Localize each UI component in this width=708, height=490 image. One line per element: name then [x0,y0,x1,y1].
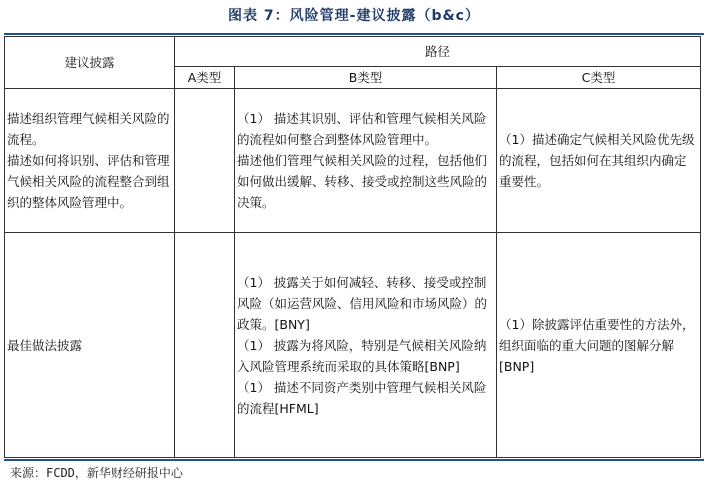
cell-paragraph: 描述组织管理气候相关风险的流程。 [7,111,170,147]
top-rule [4,33,704,35]
header-recommended-disclosure: 建议披露 [5,37,175,89]
cell-paragraph: 最佳做法披露 [7,337,83,353]
cell-paragraph: （1） 描述不同资产类别中管理气候相关风险的流程[HFML] [237,379,487,416]
cell-paragraph: （1） 描述其识别、评估和管理气候相关风险的流程如何整合到整体风险管理中。 [237,111,487,147]
row2-type-a-cell [175,233,235,458]
disclosure-table [4,36,701,458]
header-path: 路径 [175,37,701,67]
cell-paragraph: 描述他们管理气候相关风险的过程，包括他们如何做出缓解、转移、接受或控制这些风险的决策。 [237,153,488,210]
figure-title: 图表 7：风险管理-建议披露（b&c） [228,8,480,24]
header-type-a: A类型 [175,67,235,89]
table-row [5,89,701,233]
row1-type-b-cell [235,89,497,233]
cell-paragraph: （1）除披露评估重要性的方法外，组织面临的重大问题的图解分解[BNP] [499,316,695,374]
header-type-b: B类型 [235,67,497,89]
source-note: 来源：FCDD，新华财经研报中心 [10,466,183,480]
row1-type-a-cell [175,89,235,233]
row1-type-c-cell [497,89,701,233]
cell-paragraph: （1）描述确定气候相关风险优先级的流程，包括如何在其组织内确定重要性。 [499,132,695,189]
header-row-1 [5,37,701,67]
row2-disclosure-cell [5,233,175,458]
bottom-rule [4,459,704,461]
cell-paragraph: 描述如何将识别、评估和管理气候相关风险的流程整合到组织的整体风险管理中。 [7,153,170,210]
table-row [5,233,701,458]
cell-paragraph: （1） 披露为将风险，特别是气候相关风险纳入风险管理系统而采取的具体策略[BNP] [237,337,487,374]
cell-paragraph: （1） 披露关于如何减轻、转移、接受或控制风险（如运营风险、信用风险和市场风险）的政策。[BNY] [237,274,488,332]
row2-type-b-cell [235,233,497,458]
row2-type-c-cell [497,233,701,458]
row1-disclosure-cell [5,89,175,233]
header-type-c: C类型 [497,67,701,89]
